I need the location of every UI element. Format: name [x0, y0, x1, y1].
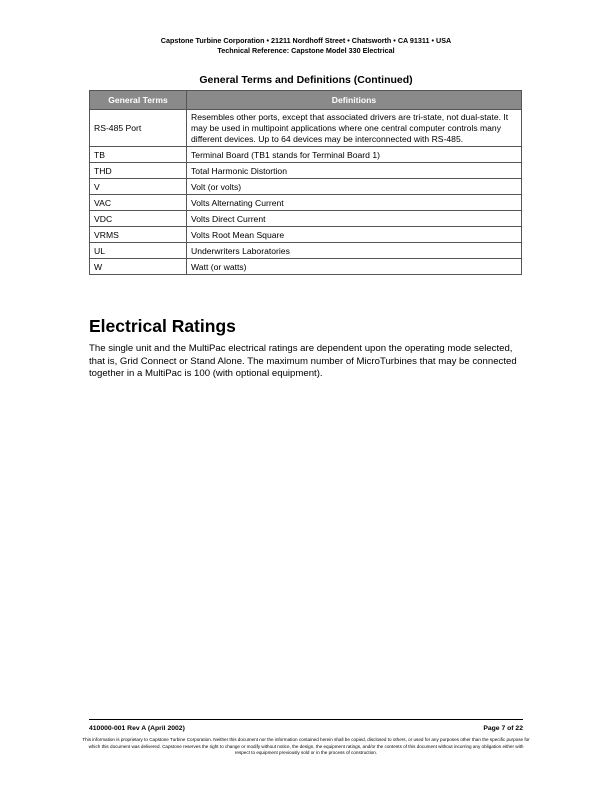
table-row: [90, 227, 522, 243]
table-row: [90, 211, 522, 227]
table-row: [90, 259, 522, 275]
term-cell: VRMS: [90, 227, 187, 243]
page-number: Page 7 of 22: [483, 725, 523, 732]
definition-cell: Underwriters Laboratories: [187, 243, 522, 259]
table-row: [90, 147, 522, 163]
definition-cell: Watt (or watts): [187, 259, 522, 275]
footer-disclaimer: This information is proprietary to Capstone Turbine Corporation. Neither this document nor the information contained herein shall be copied, disclosed to others, or used for any purposes other than the specific purpose for which this document was delivered. Capstone reserves the right to change or modify without notice, the design, the equipment ratings, and/or the contents of this document without incurring any obligation either with respect to equipment previously sold or in the process of construction.: [82, 737, 530, 755]
table-row: [90, 195, 522, 211]
definition-cell: Volts Root Mean Square: [187, 227, 522, 243]
term-cell: UL: [90, 243, 187, 259]
term-cell: V: [90, 179, 187, 195]
page-header: [0, 36, 612, 56]
definition-cell: Volts Alternating Current: [187, 195, 522, 211]
table-row: [90, 179, 522, 195]
column-header-terms: General Terms: [90, 91, 187, 110]
term-cell: VAC: [90, 195, 187, 211]
term-cell: RS-485 Port: [90, 110, 187, 147]
table-row: [90, 163, 522, 179]
column-header-definitions: Definitions: [187, 91, 522, 110]
header-company-line: Capstone Turbine Corporation • 21211 Nordhoff Street • Chatsworth • CA 91311 • USA: [160, 36, 452, 45]
term-cell: TB: [90, 147, 187, 163]
page-footer: [82, 719, 530, 757]
term-cell: THD: [90, 163, 187, 179]
definition-cell: Volts Direct Current: [187, 211, 522, 227]
definition-cell: Total Harmonic Distortion: [187, 163, 522, 179]
table-row: [90, 243, 522, 259]
section-heading: Electrical Ratings: [89, 316, 236, 336]
footer-row: [89, 720, 523, 732]
table-header-row: [90, 91, 522, 110]
term-cell: W: [90, 259, 187, 275]
terms-table: [89, 90, 522, 275]
header-reference-line: Technical Reference: Capstone Model 330 Electrical: [217, 46, 395, 55]
term-cell: VDC: [90, 211, 187, 227]
section-body: The single unit and the MultiPac electrical ratings are dependent upon the operating mode selected, that is, Grid Connect or Stand Alone. The maximum number of MicroTurbines that may be connected together in a MultiPac is 100 (with optional equipment).: [89, 343, 517, 379]
document-id: 410000-001 Rev A (April 2002): [89, 725, 185, 732]
definition-cell: Volt (or volts): [187, 179, 522, 195]
definition-cell: Resembles other ports, except that associated drivers are tri-state, not dual-state. It may be used in multipoint applications where one central computer controls many different devices. Up to 64 devices may be interconnected with RS-485.: [187, 110, 522, 147]
table-row: [90, 110, 522, 147]
definition-cell: Terminal Board (TB1 stands for Terminal Board 1): [187, 147, 522, 163]
table-title: General Terms and Definitions (Continued): [199, 74, 413, 86]
